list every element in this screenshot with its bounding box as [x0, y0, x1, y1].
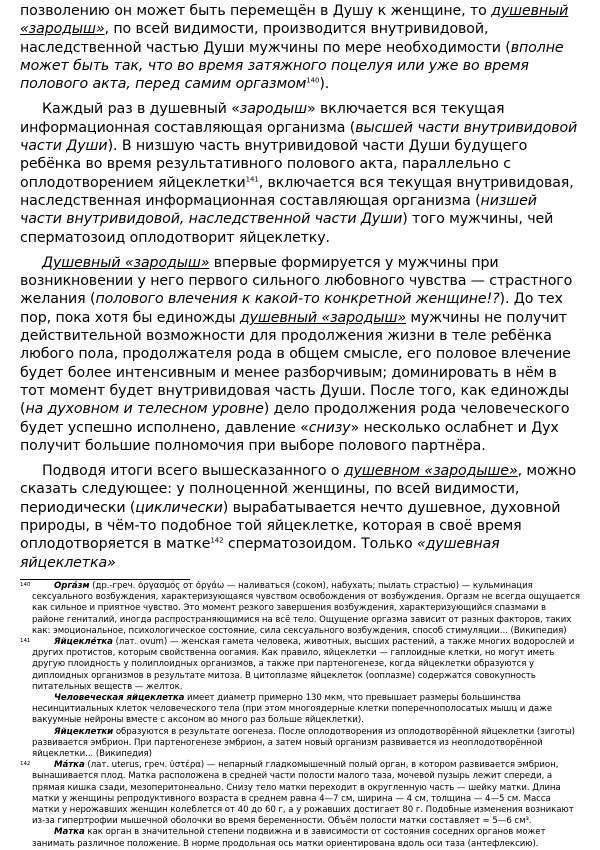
text-run: » включается вся текущая информационная составляющая организма ( — [20, 101, 505, 136]
footnote-term: Матка — [54, 827, 85, 838]
footnote-term: Человеческая яйцеклетка — [54, 692, 185, 703]
text-run: сперматозоидом. Только — [223, 536, 417, 553]
footnote-text: как орган в значительной степени подвижна и в зависимости от состояния соседних органов может занимать различное положение. В норме продольная ось матки ориентирована вдоль оси таза (антефлексию). — [32, 827, 546, 849]
footnote-ref-142[interactable]: 142 — [210, 536, 224, 545]
text-run: , по всей видимости, производится внутривидовой, наследственной частью Души мужчины по мере необходимости ( — [20, 21, 511, 56]
footnote-141 — [20, 637, 580, 760]
text-run: ). До тех пор, пока хотя бы единожды — [20, 291, 563, 326]
italic-aside: высшей части внутривидовой части Души — [20, 119, 578, 155]
text-run: , включается вся текущая внутривидовая, наследственная информационная составляющая организма ( — [20, 174, 574, 209]
footnote-text: образуются в результате оогенеза. После оплодотворения из оплодотворённой яйцеклетки (зиготы) развивается эмбрион. При партеногенезе эмбрион, а затем новый организм развивается из неоплодотворённой яйцеклетки... (Википедия) — [32, 726, 575, 759]
footnote-number: 141 — [20, 637, 31, 644]
italic-aside: вполне может быть так, что во время затяжного поцелуя или уже во время полового акта, перед самим оргазмом — [20, 39, 564, 93]
text-run: , можно сказать следующее: у полноценной женщины, по всей видимости, периодически ( — [20, 463, 577, 516]
footnote-entry — [32, 581, 580, 637]
footnotes — [20, 581, 580, 850]
text-run: Подводя итоги всего вышесказанного о — [42, 463, 344, 480]
paragraph-4 — [20, 462, 580, 572]
footnote-term: Ма́тка — [54, 760, 85, 771]
footnote-entry — [32, 827, 580, 849]
footnote-entry — [32, 727, 580, 761]
footnote-140 — [20, 581, 580, 637]
text-run: ). В низшую часть внутривидовой части Души будущего ребёнка во время результативного полового акта, параллельно с оплодотворением яйцеклетки — [20, 138, 528, 191]
footnote-number: 142 — [20, 761, 31, 768]
emphasis-term: Душевный «зародыш» — [42, 254, 210, 271]
text-run: ) вырабатывается нечто душевное, духовной природы, в чём-то подобное той яйцеклетке, которая в своё время оплодотворяется в матке — [20, 499, 561, 553]
footnote-text: (лат. ovum) — женская гамета человека, животных, высших растений, а также многих водорослей и других протистов, которым свойственна оогамия. Как правило, яйцеклетки — гаплоидные клетки, но могут иметь другую плоидность у полиплоидных организмов, а также при партеногенезе, когда яйцеклетки образуются у диплоидных организмов в результате митоза. В цитоплазме яйцеклеток (ооплазме) содержатся совокупность питательных веществ — желток. — [32, 636, 575, 692]
footnote-142 — [20, 760, 580, 850]
text-run: позволению он может быть перемещён в Душу к женщине, то — [20, 3, 492, 19]
text-run: ) дело продолжения рода человеческого будет успешно исполнено, давление « — [20, 401, 570, 436]
italic-term: зародыш — [239, 101, 307, 118]
footnote-ref-141[interactable]: 141 — [245, 174, 259, 183]
main-text — [20, 2, 580, 572]
footnote-text: (др.-греч. ὀργασμός от ὀργάω — наливаться (соком), набухать; пылать страстью) — кульминация сексуального возбуждения, характеризующаяся чувством освобождения от возбуждения. Оргазм не всегда ощущается как сильное и приятное чувство. Это момент резкого завершения возбуждения, характеризующийся спазмами в районе гениталий, иногда распространяющимися на всё тело. Ощущение оргазма зависит от разных факторов, таких как: эмоциональное, психологическое состояние, сила сексуального возбуждения, способ стимуляции... (Википедия) — [32, 580, 581, 636]
footnote-term: Орга́зм — [54, 580, 90, 591]
paragraph-2 — [20, 100, 580, 246]
italic-term: циклически — [135, 499, 223, 516]
text-run: впервые формируется у мужчины при возникновении у него первого сильного любовного чувства — страстного желания ( — [20, 254, 573, 308]
italic-term: снизу — [308, 419, 351, 436]
footnote-term: Яйцекле́тка — [54, 636, 113, 647]
footnote-entry — [32, 760, 580, 827]
footnote-term: Яйцеклетки — [54, 726, 114, 737]
emphasis-term: душевный «зародыш» — [239, 309, 406, 326]
text-run: ). — [319, 76, 330, 93]
text-run: ) того мужчины, чей сперматозоид оплодотворит яйцеклетку. — [20, 211, 554, 246]
footnote-text: (лат. uterus, греч. ὑστέρα) — непарный гладкомышечный полый орган, в котором развивается эмбрион, вынашивается плод. Матка расположена в средней части полости малого таза, мочевой пузырь лежит спереди, а прямая кишка сзади, мезоперитонеально. Снизу тело матки переходит в округленную часть — шейку матки. Длина матки у женщины репродуктивного возраста в среднем равна 4—7 см, ширина — 4 см, толщина — 4—5 см. Масса матки у нерожавших женщин колеблется от 40 до 60 г, а у рожавших достигает 80 г. Подобные изменения возникают из-за гипертрофии мышечной оболочки во время беременности. Объём полости матки составляет ≈ 5—6 см³. — [32, 760, 574, 827]
italic-aside: низшей части внутривидовой, наследственной части Души — [20, 192, 537, 228]
emphasis-term: душевный «зародыш» — [20, 3, 569, 38]
footnote-entry — [32, 637, 580, 693]
paragraph-3 — [20, 254, 580, 455]
paragraph-1 — [20, 2, 580, 93]
footnote-entry — [32, 693, 580, 727]
text-run: Каждый раз в душевный « — [42, 101, 240, 118]
footnote-number: 140 — [20, 581, 31, 588]
text-run: » несколько ослабнет и Дух получит большие полномочия при выборе полового партнёра. — [20, 419, 559, 454]
text-run: мужчины не получит действительной возможности для продолжения жизни в теле ребёнка любого пола, продолжателя рода в общем смысле, его половое влечение будет более интенсивным и менее разборчивым; доминировать в нём в тот момент будет внутривидовая часть Души. После того, как единожды ( — [20, 309, 571, 418]
italic-aside: на духовном и телесном уровне — [25, 401, 264, 418]
italic-term: «душевная яйцеклетка» — [20, 536, 500, 571]
footnote-separator — [20, 579, 190, 580]
emphasis-term: душевном «зародыше» — [343, 463, 518, 480]
italic-aside: полового влечения к какой-то конкретной женщине!? — [95, 291, 500, 308]
footnote-ref-140[interactable]: 140 — [306, 76, 320, 85]
footnote-text: имеет диаметр примерно 130 мкм, что превышает размеры большинства несинцитиальных клеток человеческого тела (при этом многоядерные клетки поперечнополосатых мышц и даже вакуумные нейроны вместе с аксоном во много раз больше яйцеклетки). — [32, 692, 553, 726]
